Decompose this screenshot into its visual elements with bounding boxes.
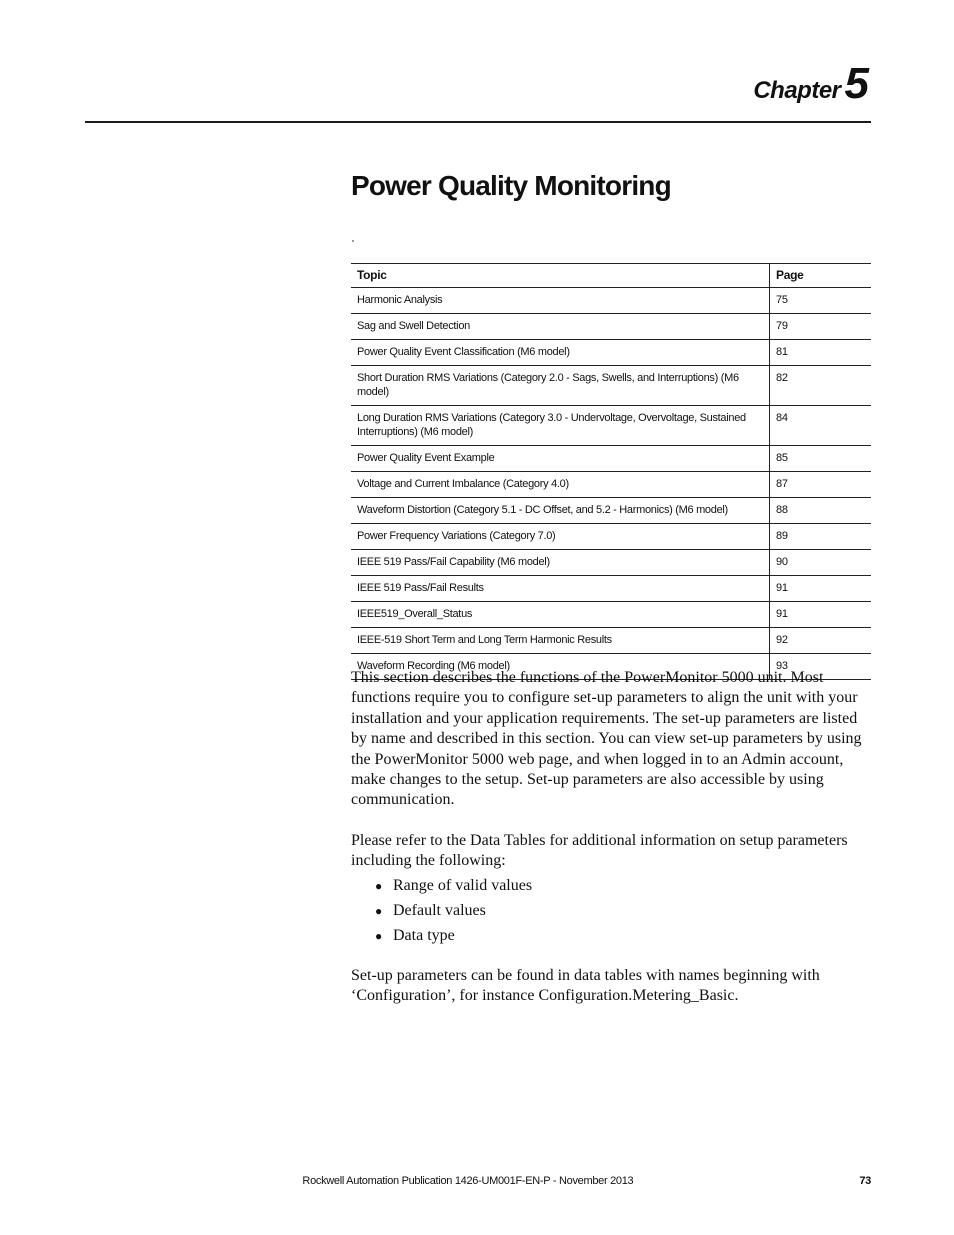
table-row — [351, 602, 871, 628]
topic-cell: Sag and Swell Detection — [351, 314, 770, 340]
artifact-dot — [352, 240, 354, 242]
topic-cell: Power Frequency Variations (Category 7.0) — [351, 524, 770, 550]
table-row — [351, 288, 871, 314]
bullet-icon: ● — [375, 903, 383, 918]
setup-parameters-paragraph: Set-up parameters can be found in data tables with names beginning with ‘Configuration’, for instance Configuration.Metering_Basic. — [351, 967, 820, 1005]
page-number: 73 — [859, 1175, 871, 1187]
page-cell: 81 — [770, 340, 872, 366]
page-cell: 92 — [770, 628, 872, 654]
topic-cell: IEEE-519 Short Term and Long Term Harmonic Results — [351, 628, 770, 654]
table-row — [351, 446, 871, 472]
table-row — [351, 406, 871, 446]
data-tables-paragraph: Please refer to the Data Tables for additional information on setup parameters including the following: — [351, 831, 848, 870]
list-item — [375, 901, 871, 921]
body-text — [351, 668, 871, 1007]
table-row — [351, 524, 871, 550]
table-row — [351, 628, 871, 654]
table-row — [351, 498, 871, 524]
page-cell: 84 — [770, 406, 872, 446]
bullet-icon: ● — [375, 928, 383, 943]
table-row — [351, 314, 871, 340]
table-row — [351, 550, 871, 576]
page-cell: 79 — [770, 314, 872, 340]
publication-info: Rockwell Automation Publication 1426-UM001F-EN-P - November 2013 — [302, 1175, 634, 1187]
parameter-info-list — [351, 876, 871, 946]
intro-paragraph: This section describes the functions of the PowerMonitor 5000 unit. Most functions require you to configure set-up parameters to align the unit with your installation and your application requirements. The set-up parameters are listed by name and described in this section. You can view set-up parameters by using the PowerMonitor 5000 web page, and when logged in to an Admin account, make changes to the setup. Set-up parameters are also accessible by using communication. — [351, 669, 862, 809]
topic-cell: IEEE 519 Pass/Fail Capability (M6 model) — [351, 550, 770, 576]
bullet-icon: ● — [375, 878, 383, 893]
table-row — [351, 576, 871, 602]
topic-column-header: Topic — [351, 264, 770, 288]
table-row — [351, 366, 871, 406]
list-item-text: Range of valid values — [393, 876, 533, 894]
page-cell: 82 — [770, 366, 872, 406]
page-cell: 85 — [770, 446, 872, 472]
header-divider — [85, 121, 871, 123]
chapter-label: Chapter — [753, 77, 841, 104]
page-cell: 89 — [770, 524, 872, 550]
table-row — [351, 340, 871, 366]
topic-cell: Long Duration RMS Variations (Category 3.0 - Undervoltage, Overvoltage, Sustained Interruptions) (M6 model) — [351, 406, 770, 446]
page-title: Power Quality Monitoring — [351, 170, 671, 201]
topic-table — [351, 263, 871, 680]
topic-cell: Short Duration RMS Variations (Category 2.0 - Sags, Swells, and Interruptions) (M6 model) — [351, 366, 770, 406]
list-item — [375, 876, 871, 896]
page-cell: 88 — [770, 498, 872, 524]
list-item-text: Data type — [393, 926, 455, 944]
page-cell: 75 — [770, 288, 872, 314]
table-row — [351, 472, 871, 498]
list-item-text: Default values — [393, 901, 486, 919]
topic-cell: Waveform Distortion (Category 5.1 - DC Offset, and 5.2 - Harmonics) (M6 model) — [351, 498, 770, 524]
topic-cell: Voltage and Current Imbalance (Category 4.0) — [351, 472, 770, 498]
list-item — [375, 926, 871, 946]
page-cell: 91 — [770, 602, 872, 628]
topic-cell: IEEE519_Overall_Status — [351, 602, 770, 628]
page-cell: 90 — [770, 550, 872, 576]
page-cell: 93 — [770, 654, 872, 680]
topic-cell: Waveform Recording (M6 model) — [351, 654, 770, 680]
page-column-header: Page — [770, 264, 872, 288]
chapter-number: 5 — [844, 59, 869, 108]
topic-cell: Harmonic Analysis — [351, 288, 770, 314]
page-cell: 87 — [770, 472, 872, 498]
topic-cell: Power Quality Event Example — [351, 446, 770, 472]
table-header-row — [351, 264, 871, 288]
topic-cell: Power Quality Event Classification (M6 model) — [351, 340, 770, 366]
page-footer — [0, 1175, 871, 1187]
page-cell: 91 — [770, 576, 872, 602]
topic-cell: IEEE 519 Pass/Fail Results — [351, 576, 770, 602]
chapter-heading — [753, 59, 869, 108]
